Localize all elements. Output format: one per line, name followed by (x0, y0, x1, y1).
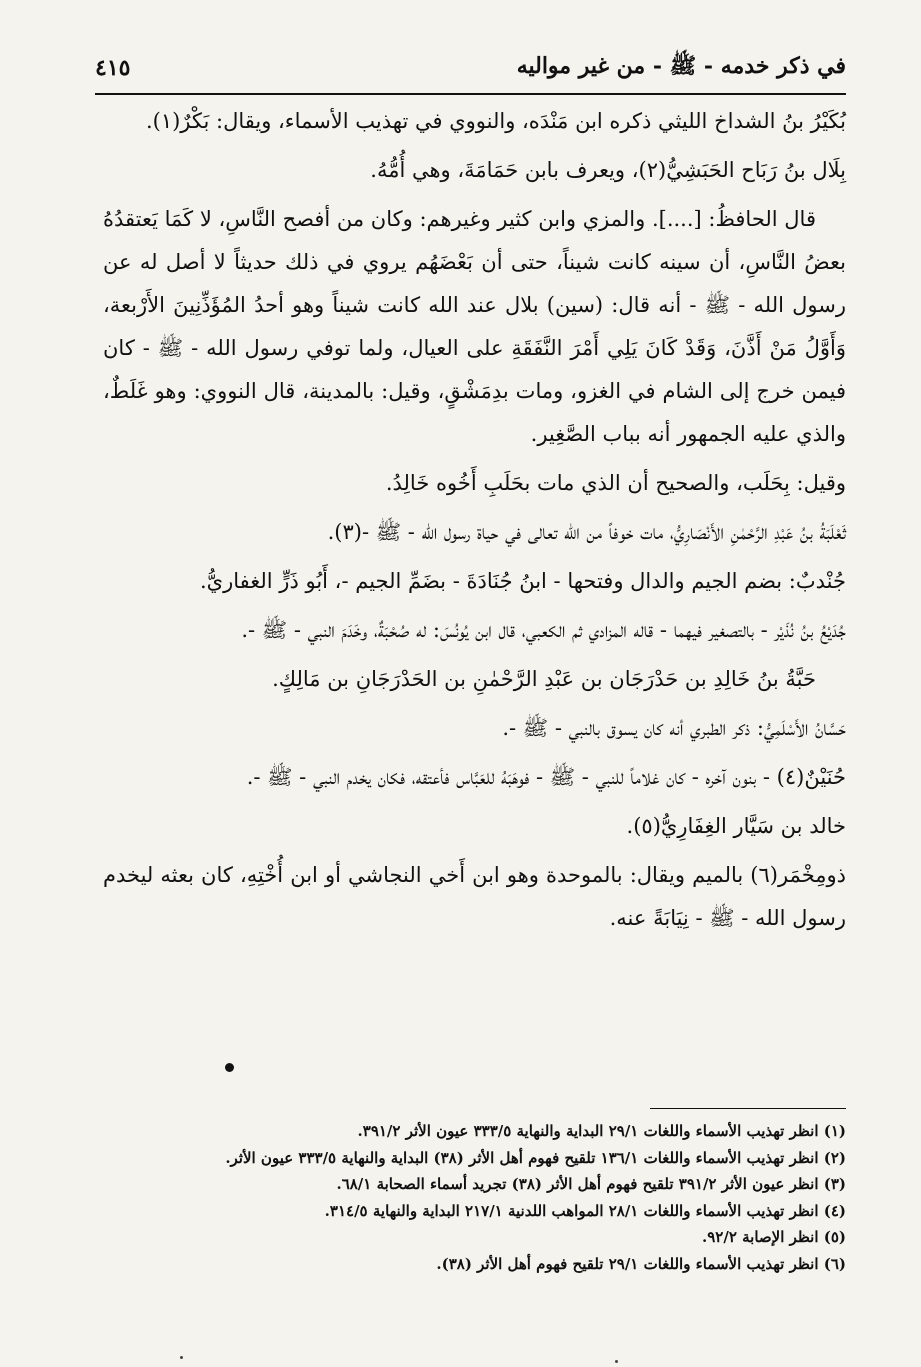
entry-bilal-death: وقيل: بِحَلَب، والصحيح أن الذي مات بحَلَبِ أَخُوه خَالِدُ. (385, 471, 846, 495)
paper-speck (180, 1356, 183, 1359)
running-title: في ذكر خدمه - ﷺ - من غير مواليه (516, 53, 846, 79)
main-text (103, 100, 846, 940)
footnote-2: (٢) انظر تهذيب الأسماء واللغات ١٣٦/١ تلقيح فهوم أهل الأثر (٣٨) البداية والنهاية ٣٣٣/٥ عيون الأثر. (225, 1148, 846, 1167)
entry-hassan: حَسَّانُ الأَسْلَمِيُّ: ذكر الطبري أنه كان يسوق بالنبي - ﷺ -. (502, 716, 846, 740)
entry-thalaba: ثَعْلَبَةُ بنُ عَبْدِ الرَّحْمٰنِ الأَنْصَارِيُّ، مات خوفاً من الله تعالى في حياة رسول الله - ﷺ -(٣). (327, 520, 846, 544)
entry-judayi: جُدَيْعُ بنُ نُذَيْر - بالتصغير فيهما - قاله المزادي ثم الكعبي، قال ابن يُونُسَ: له صُحْبَةٌ، وخَدَمَ النبي - ﷺ -. (241, 618, 846, 642)
page-number: ٤١٥ (95, 55, 131, 81)
footnote-rule (650, 1108, 846, 1109)
entry-habba: حَبَّةُ بنُ خَالِدِ بن حَدْرَجَان بن عَبْدِ الرَّحْمٰنِ بن الحَدْرَجَانِ بن مَالِكٍ. (272, 667, 816, 691)
entry-bukayr: بُكَيْرُ بنُ الشداخ الليثي ذكره ابن مَنْدَه، والنووي في تهذيب الأسماء، ويقال: بَكْرٌ(١). (145, 109, 846, 133)
entry-khalid: خالد بن سَيَّار الغِفَارِيُّ(٥). (626, 814, 846, 838)
footnote-4: (٤) انظر تهذيب الأسماء واللغات ٢٨/١ المواهب اللدنية ٢١٧/١ البداية والنهاية ٣١٤/٥. (324, 1201, 846, 1220)
footnotes (100, 1118, 846, 1277)
footnote-3: (٣) انظر عيون الأثر ٣٩١/٢ تلقيح فهوم أهل الأثر (٣٨) تجريد أسماء الصحابة ٦٨/١. (336, 1175, 846, 1193)
entry-bilal-details: قال الحافظُ: [....]. والمزي وابن كثير وغيرهم: وكان من أفصح النَّاسِ، لا كَمَا يَعتقدُهُ بعضُ النَّاسِ، أن سينه كانت شيناً، حتى أن بَعْضَهُم يروي في ذلك حديثاً لا أصل له عن رسول الله - ﷺ - أنه قال: (سين) بلال عند الله كانت شيناً وهو أحدُ المُؤَذِّنِينَ الأَرْبعة، وَأَوَّلُ مَنْ أَذَّنَ، وَقَدْ كَانَ يَلِي أَمْرَ النَّفَقَةِ على العيال، ولما توفي رسول الله - ﷺ - كان فيمن خرج إلى الشام في الغزو، ومات بدِمَشْقٍ، وقيل: بالمدينة، قال النووي: وهو غَلَطٌ، والذي عليه الجمهور أنه بباب الصَّغِير. (103, 207, 846, 446)
entry-dhu-mikhmar: ذومِخْمَر(٦) بالميم ويقال: بالموحدة وهو ابن أَخي النجاشي أو ابن أُخْتِهِ، كان بعثه ليخدم رسول الله - ﷺ - نِيَابَةً عنه. (103, 863, 846, 930)
paper-speck (615, 1360, 618, 1363)
entry-bilal: بِلَال بنُ رَبَاح الحَبَشِيُّ(٢)، ويعرف بابن حَمَامَةَ، وهي أُمُّهُ. (370, 158, 846, 182)
header-rule (95, 93, 846, 95)
footnote-6: (٦) انظر تهذيب الأسماء واللغات ٢٩/١ تلقيح فهوم أهل الأثر (٣٨). (436, 1254, 846, 1273)
footnote-5: (٥) انظر الإصابة ٩٢/٢. (702, 1228, 846, 1246)
entry-jundub: جُنْدبٌ: بضم الجيم والدال وفتحها - ابنُ جُنَادَةَ - بضَمِّ الجيم -، أَبُو ذَرٍّ الغفاريُّ. (199, 569, 846, 593)
footnote-1: (١) انظر تهذيب الأسماء واللغات ٢٩/١ البداية والنهاية ٣٣٣/٥ عيون الأثر ٣٩١/٢. (357, 1122, 846, 1140)
entry-hunayn: حُنَيْنٌ(٤) - بنون آخره - كان غلاماً للنبي - ﷺ - فوهَبَهُ للعَبَّاس فأعتقه، فكان يخدم النبي - ﷺ -. (246, 765, 846, 789)
ink-spot (225, 1063, 234, 1072)
running-header (95, 48, 846, 88)
